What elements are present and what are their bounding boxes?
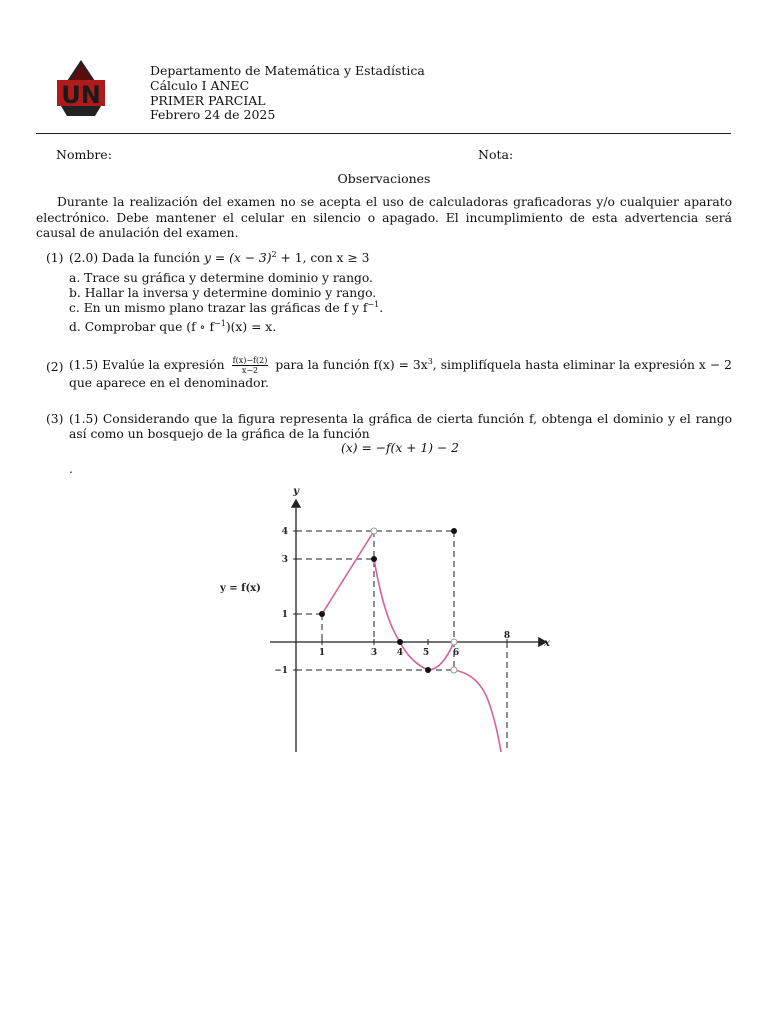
question-3-statement: (1.5) Considerando que la figura representa la gráfica de cierta función f, obtenga el dominio y el rango así como un bosquejo de la gráfica de la función — [69, 412, 732, 441]
function-graph — [210, 478, 566, 760]
question-1-part-a: a. Trace su gráfica y determine dominio y rango. — [69, 271, 373, 285]
function-graph-svg — [210, 478, 566, 760]
exam-date: Febrero 24 de 2025 — [150, 107, 276, 122]
x-tick-5: 5 — [422, 648, 430, 658]
function-label: y = f(x) — [220, 583, 261, 594]
question-1-statement: (2.0) Dada la función $y = (x - 3)^2 + 1$, con x ≥ 3 — [69, 249, 370, 265]
header-divider — [36, 133, 731, 134]
grade-field-label: Nota: — [478, 147, 514, 162]
x-tick-1: 1 — [318, 648, 326, 658]
x-tick-6: 6 — [452, 648, 460, 658]
y-axis-label: y — [293, 486, 299, 497]
y-tick-minus-1: −1 — [274, 666, 288, 676]
question-3-formula: (x) = −f(x + 1) − 2 — [341, 441, 459, 455]
university-logo — [55, 58, 107, 118]
question-2-number: (2) — [46, 360, 64, 374]
logo-text: UN — [61, 81, 101, 109]
question-1-number: (1) — [46, 251, 64, 265]
question-2-fraction: $\frac{f(x)-f(2)}{x-2}$ — [232, 356, 268, 375]
exam-title: PRIMER PARCIAL — [150, 93, 266, 108]
observations-text: Durante la realización del examen no se acepta el uso de calculadoras graficadoras y/o cualquier aparato electrónico. Debe mantener el celular en silencio o apagado. El incumplimiento de esta advertencia será causal de anulación del examen. — [36, 195, 732, 240]
question-1-part-d: d. Comprobar que (f ∘ $f^{-1})(x) = x$. — [69, 318, 277, 334]
y-tick-1: 1 — [281, 610, 288, 620]
question-3-number: (3) — [46, 412, 64, 426]
name-field-label: Nombre: — [56, 147, 112, 162]
course-name: Cálculo I ANEC — [150, 78, 250, 93]
y-tick-4: 4 — [281, 527, 288, 537]
question-2-statement: (1.5) Evalúe la expresión $\frac{f(x)-f(2)}{x-2}$ para la función $f(x) = 3x^3$, simplifíquela hasta eliminar la expresión x − 2 que aparece en el denominador. — [69, 356, 732, 390]
question-1-part-c: c. En un mismo plano trazar las gráficas de f y $f^{-1}$. — [69, 299, 384, 315]
observations-title: Observaciones — [337, 171, 431, 186]
x-tick-3: 3 — [370, 648, 378, 658]
x-tick-4: 4 — [396, 648, 404, 658]
x-axis-label: x — [544, 638, 550, 649]
question-1-part-b: b. Hallar la inversa y determine dominio y rango. — [69, 286, 377, 300]
y-tick-3: 3 — [281, 555, 288, 565]
question-1-math: y = (x − 3) — [204, 251, 272, 265]
x-tick-8: 8 — [503, 631, 511, 641]
question-3-trailing-dot: . — [69, 462, 73, 476]
graph-points — [319, 528, 460, 673]
department-name: Departamento de Matemática y Estadística — [150, 63, 425, 78]
